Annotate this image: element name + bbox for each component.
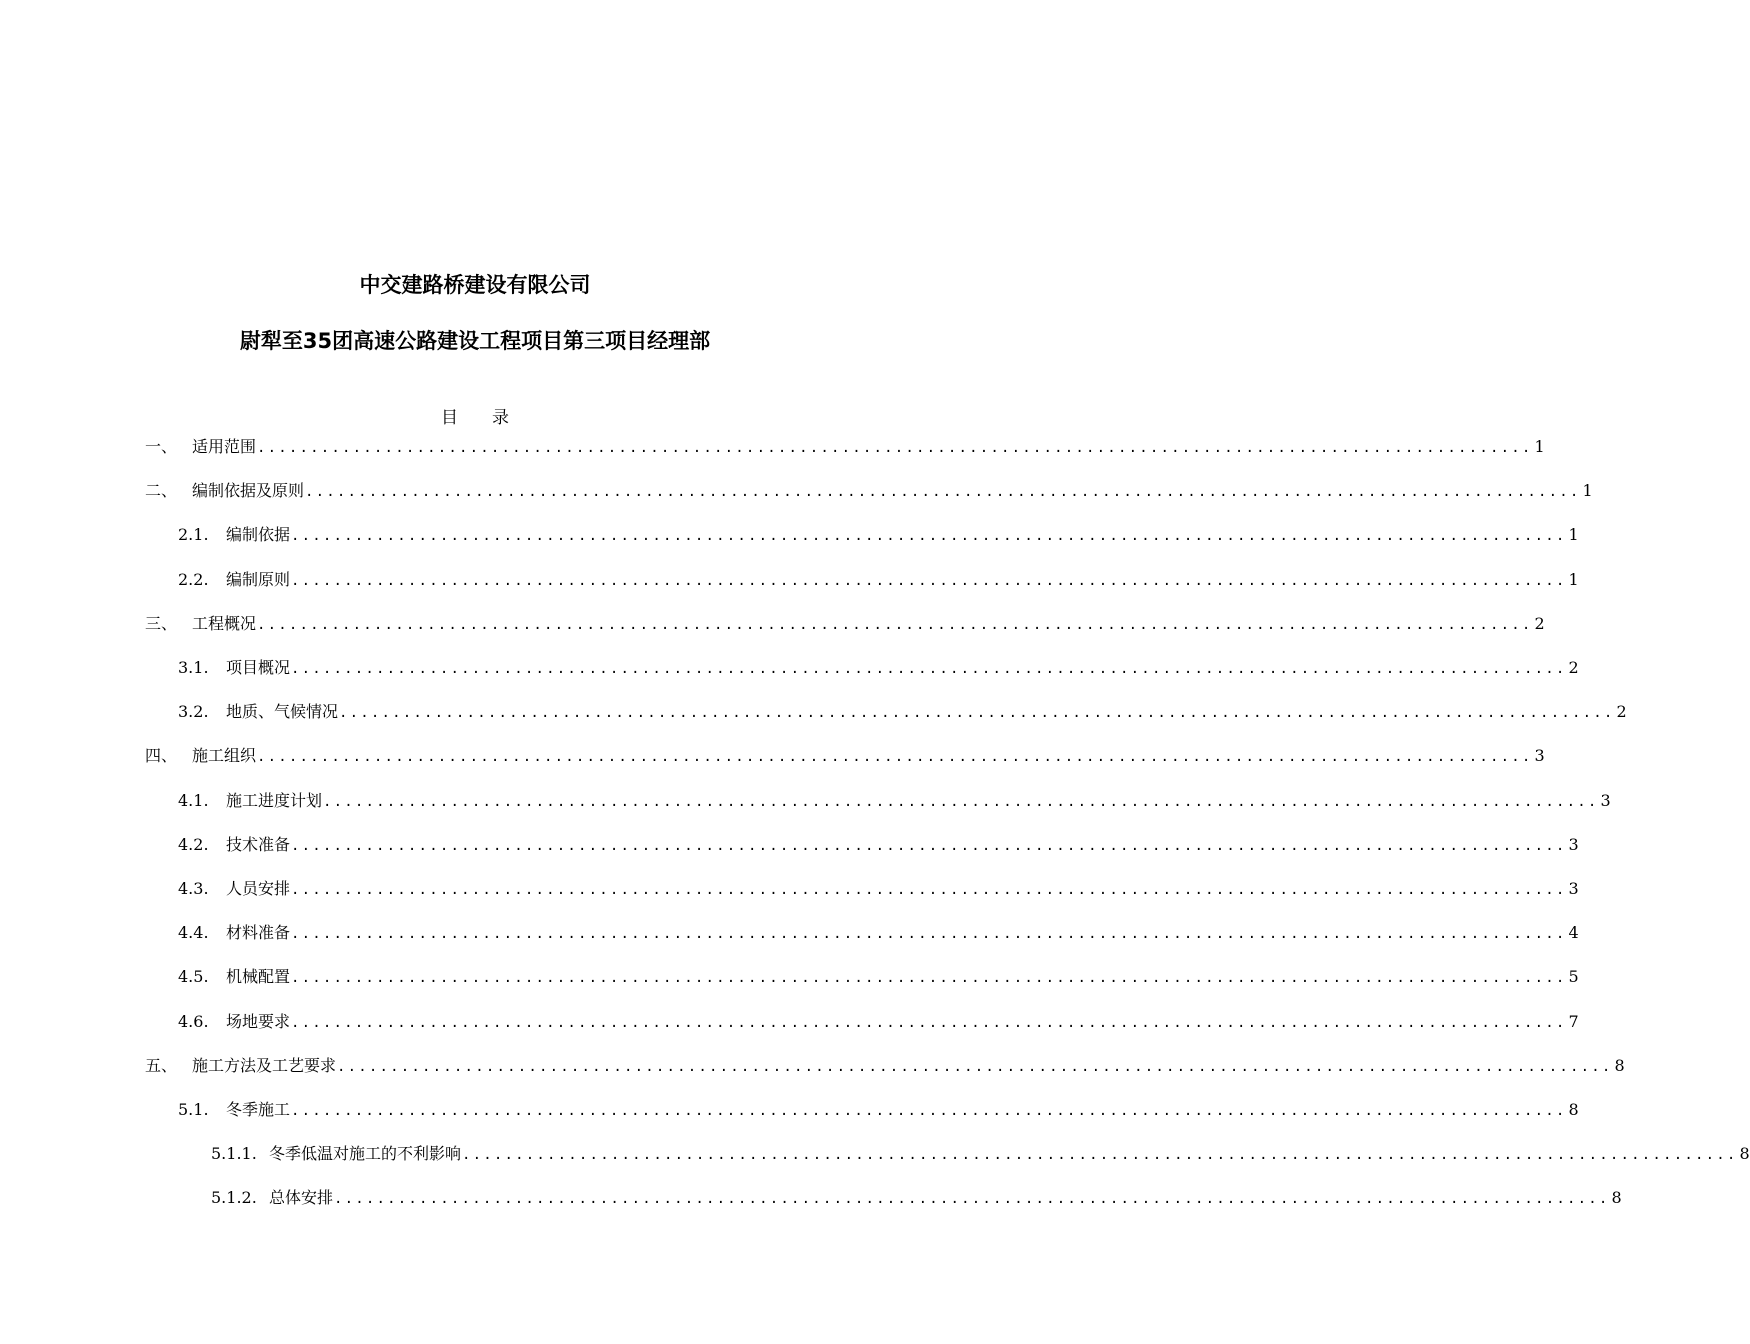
toc-leader-dots: ........................................................................................................................	[337, 1058, 1613, 1075]
toc-entry-number: 3.1.	[178, 658, 209, 677]
toc-leader-dots: ........................................................................................................................	[305, 484, 1581, 501]
toc-entry[interactable]	[178, 832, 1579, 858]
toc-leader-dots: ........................................................................................................................	[257, 749, 1533, 766]
toc-leader-dots: ........................................................................................................................	[323, 793, 1599, 810]
toc-leader-dots: ........................................................................................................................	[334, 1191, 1610, 1208]
toc-entry[interactable]	[178, 522, 1579, 548]
toc-entry[interactable]	[145, 434, 1545, 460]
toc-entry-page: 7	[1568, 1011, 1579, 1031]
department-name: 尉犁至35团高速公路建设工程项目第三项目经理部	[239, 329, 711, 353]
toc-entry-page: 2	[1568, 658, 1579, 677]
toc-entry-number: 2.1.	[178, 525, 209, 545]
toc-entry[interactable]	[178, 964, 1579, 990]
toc-leader-dots: ........................................................................................................................	[291, 882, 1567, 898]
toc-entry-page: 3	[1534, 746, 1545, 766]
toc-entry[interactable]	[178, 788, 1611, 814]
toc-entry-number: 4.1.	[178, 790, 209, 810]
toc-entry-number: 一、	[145, 437, 178, 456]
toc-entry-label: 场地要求	[226, 1011, 291, 1031]
toc-entry-label: 地质、气候情况	[226, 702, 339, 722]
toc-entry-label: 编制依据	[226, 525, 291, 545]
toc-entry-number: 5.1.	[178, 1100, 209, 1119]
toc-entry-page: 2	[1534, 613, 1545, 633]
toc-entry-page: 8	[1614, 1055, 1625, 1075]
toc-entry[interactable]	[178, 876, 1579, 902]
toc-leader-dots: ........................................................................................................................	[462, 1147, 1738, 1164]
toc-entry-label: 编制依据及原则	[192, 481, 305, 501]
toc-leader-dots: ........................................................................................................................	[291, 572, 1567, 589]
toc-entry-page: 5	[1568, 967, 1579, 987]
toc-entry-page: 8	[1739, 1144, 1750, 1164]
toc-entry[interactable]	[178, 699, 1627, 725]
toc-entry-page: 1	[1582, 481, 1593, 501]
toc-entry[interactable]	[145, 611, 1545, 637]
toc-heading-right: 录	[492, 408, 509, 428]
toc-entry-label: 编制原则	[226, 569, 291, 589]
toc-entry-label: 机械配置	[226, 967, 291, 987]
toc-entry-page: 4	[1568, 923, 1579, 943]
toc-leader-dots: ........................................................................................................................	[291, 970, 1567, 987]
toc-entry-page: 3	[1568, 879, 1579, 898]
toc-entry-label: 项目概况	[226, 658, 291, 677]
toc-entry-number: 四、	[145, 746, 178, 766]
toc-entry-label: 施工组织	[192, 746, 257, 766]
toc-entry-label: 施工方法及工艺要求	[192, 1055, 337, 1075]
toc-entry-number: 4.4.	[178, 923, 209, 943]
toc-entry-label: 人员安排	[226, 879, 291, 898]
toc-leader-dots: ........................................................................................................................	[257, 616, 1533, 633]
toc-entry-number: 4.3.	[178, 879, 209, 898]
toc-entry-number: 5.1.1.	[211, 1144, 257, 1164]
toc-heading-left: 目	[441, 408, 458, 428]
toc-entry-number: 二、	[145, 481, 178, 501]
toc-entry[interactable]	[178, 1009, 1579, 1035]
toc-entry[interactable]	[211, 1141, 1750, 1167]
toc-leader-dots: ........................................................................................................................	[291, 837, 1567, 854]
toc-entry-number: 4.2.	[178, 834, 209, 854]
company-name: 中交建路桥建设有限公司	[359, 273, 591, 297]
toc-entry-label: 适用范围	[192, 437, 257, 456]
toc-entry-number: 五、	[145, 1055, 178, 1075]
toc-entry-page: 1	[1534, 437, 1545, 456]
toc-entry-page: 3	[1568, 834, 1579, 854]
toc-entry[interactable]	[178, 655, 1579, 681]
toc-entry[interactable]	[211, 1185, 1622, 1211]
toc-entry-label: 冬季低温对施工的不利影响	[269, 1144, 462, 1164]
toc-leader-dots: ........................................................................................................................	[291, 661, 1567, 677]
toc-leader-dots: ........................................................................................................................	[291, 1014, 1567, 1031]
toc-leader-dots: ........................................................................................................................	[291, 926, 1567, 943]
toc-entry[interactable]	[178, 920, 1579, 946]
toc-entry-page: 1	[1568, 569, 1579, 589]
toc-entry-number: 三、	[145, 613, 178, 633]
toc-entry[interactable]	[178, 1097, 1579, 1123]
toc-entry[interactable]	[145, 1053, 1625, 1079]
toc-entry-page: 2	[1616, 702, 1627, 722]
toc-entry-number: 3.2.	[178, 702, 209, 722]
toc-entry[interactable]	[145, 478, 1593, 504]
toc-entry-label: 材料准备	[226, 923, 291, 943]
toc-entry-label: 工程概况	[192, 613, 257, 633]
toc-entry[interactable]	[145, 743, 1545, 769]
toc-entry-number: 4.6.	[178, 1011, 209, 1031]
toc-entry-page: 8	[1568, 1100, 1579, 1119]
toc-entry-label: 总体安排	[269, 1188, 334, 1208]
toc-entry-label: 冬季施工	[226, 1100, 291, 1119]
toc-entry-page: 8	[1611, 1188, 1622, 1208]
toc-leader-dots: ........................................................................................................................	[291, 528, 1567, 545]
toc-entry-number: 5.1.2.	[211, 1188, 257, 1208]
toc-leader-dots: ........................................................................................................................	[257, 440, 1533, 456]
toc-entry-label: 技术准备	[226, 834, 291, 854]
toc-entry-label: 施工进度计划	[226, 790, 323, 810]
toc-entry-number: 2.2.	[178, 569, 209, 589]
toc-heading	[0, 406, 950, 430]
toc-entry[interactable]	[178, 567, 1579, 593]
toc-entry-page: 1	[1568, 525, 1579, 545]
toc-entry-page: 3	[1600, 790, 1611, 810]
toc-entry-number: 4.5.	[178, 967, 209, 987]
toc-leader-dots: ........................................................................................................................	[291, 1103, 1567, 1119]
toc-leader-dots: ........................................................................................................................	[339, 705, 1615, 722]
